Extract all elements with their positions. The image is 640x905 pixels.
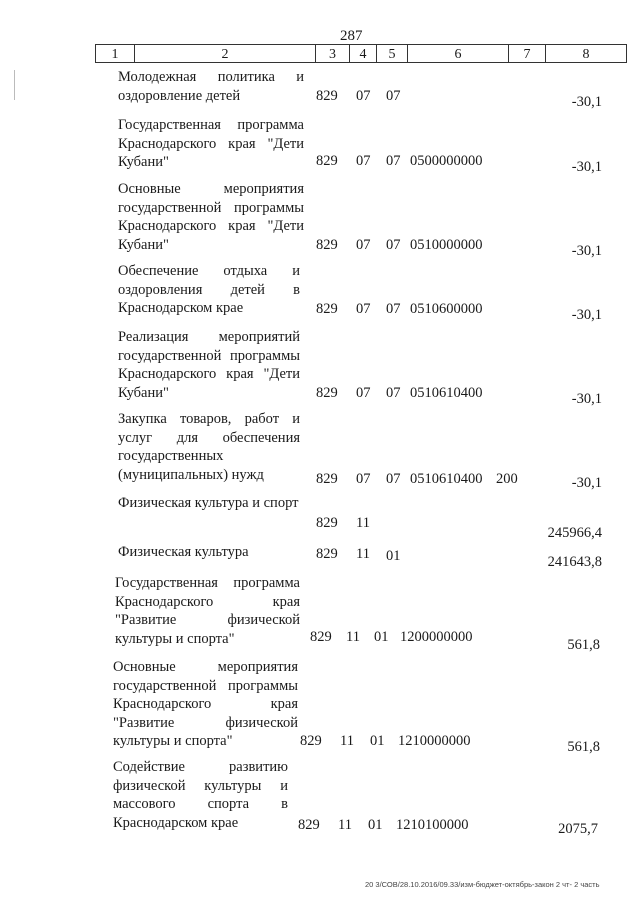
header-col-8: 8: [545, 44, 627, 63]
row-col-4: 11: [356, 515, 370, 531]
row-name: Государственная программа Краснодарского края "Развитие физической культуры и спорта": [115, 575, 300, 647]
row-col-5: 07: [386, 237, 401, 253]
row-col-4: 07: [356, 301, 371, 317]
row-col-3: 829: [316, 385, 338, 401]
row-name: Закупка товаров, работ и услуг для обеспечения государственных (муниципальных) нужд: [118, 411, 300, 483]
row-col-6: 1200000000: [400, 629, 473, 645]
row-col-6: 0510600000: [410, 301, 483, 317]
row-name: Физическая культура: [118, 544, 249, 560]
row-col-3: 829: [316, 88, 338, 104]
row-name: Содействие развитию физической культуры и массового спорта в Краснодарском крае: [113, 759, 288, 831]
binding-mark: [14, 70, 15, 100]
row-col-8: 245966,4: [547, 525, 602, 541]
row-col-5: 07: [386, 301, 401, 317]
row-name: Государственная программа Краснодарского края "Дети Кубани": [118, 117, 304, 170]
row-col-5: 07: [386, 385, 401, 401]
row-col-4: 07: [356, 385, 371, 401]
row-col-5: 07: [386, 88, 401, 104]
row-name: Молодежная политика и оздоровление детей: [118, 69, 304, 104]
row-col-4: 07: [356, 237, 371, 253]
row-col-3: 829: [316, 237, 338, 253]
row-col-6: 0500000000: [410, 153, 483, 169]
row-col-6: 1210000000: [398, 733, 471, 749]
row-col-4: 11: [356, 546, 370, 562]
row-col-6: 0510610400: [410, 385, 483, 401]
row-col-8: 561,8: [567, 739, 600, 755]
row-col-3: 829: [300, 733, 322, 749]
row-col-5: 01: [374, 629, 389, 645]
header-col-1: 1: [95, 44, 135, 63]
row-col-5: 01: [370, 733, 385, 749]
row-col-3: 829: [316, 153, 338, 169]
row-col-8: -30,1: [571, 391, 602, 407]
row-col-8: 2075,7: [558, 821, 598, 837]
row-col-4: 11: [346, 629, 360, 645]
header-col-2: 2: [134, 44, 316, 63]
row-col-8: -30,1: [571, 159, 602, 175]
row-col-4: 07: [356, 153, 371, 169]
row-col-4: 11: [338, 817, 352, 833]
row-col-8: -30,1: [571, 307, 602, 323]
row-col-3: 829: [310, 629, 332, 645]
row-col-8: 241643,8: [547, 554, 602, 570]
row-col-8: 561,8: [567, 637, 600, 653]
row-col-5: 01: [368, 817, 383, 833]
row-col-3: 829: [316, 515, 338, 531]
row-col-3: 829: [316, 546, 338, 562]
row-col-6: 0510610400: [410, 471, 483, 487]
row-col-3: 829: [316, 471, 338, 487]
row-name: Физическая культура и спорт: [118, 495, 299, 511]
header-col-5: 5: [376, 44, 408, 63]
header-col-7: 7: [508, 44, 546, 63]
header-col-4: 4: [349, 44, 377, 63]
row-name: Реализация мероприятий государственной программы Краснодарского края "Дети Кубани": [118, 329, 300, 401]
row-col-4: 07: [356, 471, 371, 487]
row-col-5: 07: [386, 153, 401, 169]
header-col-6: 6: [407, 44, 509, 63]
row-name: Основные мероприятия государственной программы Краснодарского края "Дети Кубани": [118, 181, 304, 253]
row-col-8: -30,1: [571, 94, 602, 110]
row-name: Основные мероприятия государственной программы Краснодарского края "Развитие физической культуры и спорта": [113, 659, 298, 749]
row-col-3: 829: [298, 817, 320, 833]
row-col-7: 200: [496, 471, 518, 487]
row-col-4: 11: [340, 733, 354, 749]
row-col-6: 1210100000: [396, 817, 469, 833]
header-col-3: 3: [315, 44, 350, 63]
row-col-8: -30,1: [571, 243, 602, 259]
row-col-3: 829: [316, 301, 338, 317]
row-col-5: 07: [386, 471, 401, 487]
row-col-6: 0510000000: [410, 237, 483, 253]
row-col-5: 01: [386, 548, 401, 564]
row-col-4: 07: [356, 88, 371, 104]
page-number: 287: [340, 28, 363, 44]
row-name: Обеспечение отдыха и оздоровления детей в Краснодарском крае: [118, 263, 300, 316]
footer-stamp: 20 3/СОВ/28.10.2016/09.33/изм-бюджет-октябрь-закон 2 чт- 2 часть: [365, 880, 600, 889]
row-col-8: -30,1: [571, 475, 602, 491]
